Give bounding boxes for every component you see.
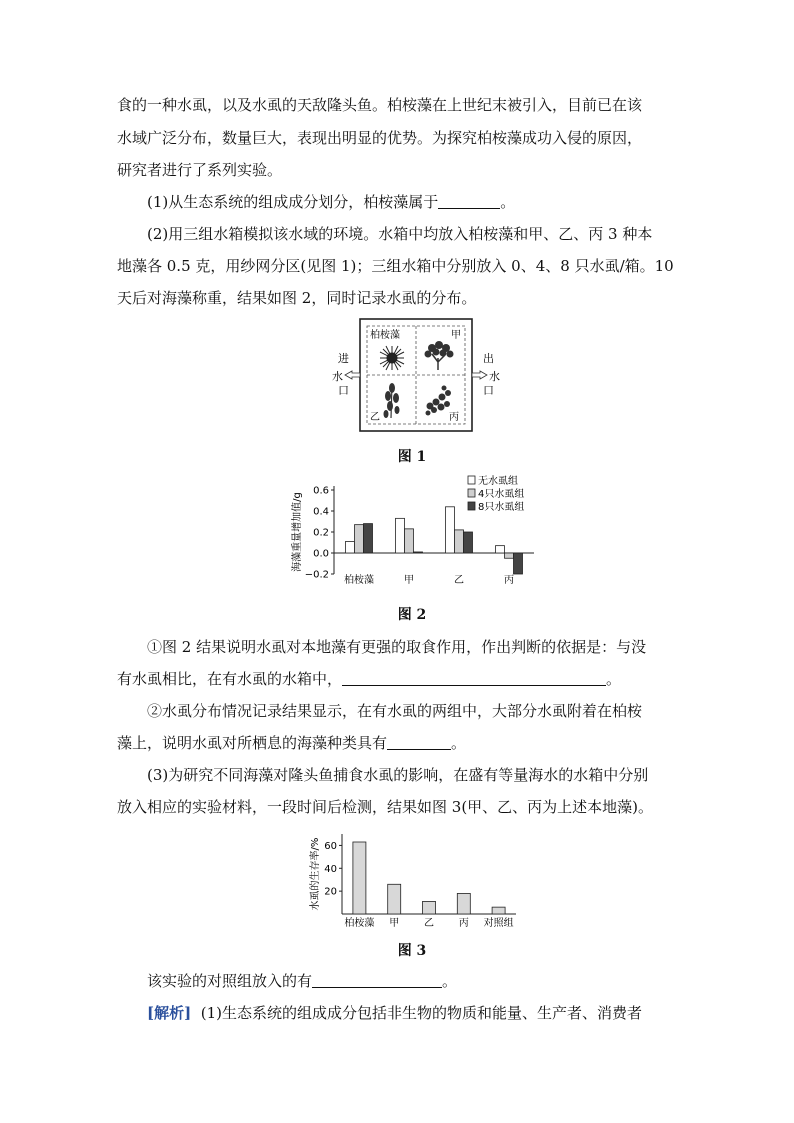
bar-3: [464, 532, 473, 553]
legend-label: 8只水虱组: [478, 502, 525, 513]
intro-line-1: 食的一种水虱，以及水虱的天敌隆头鱼。柏桉藻在上世纪末被引入，目前已在该: [117, 96, 643, 114]
inlet-label-1: 进: [338, 352, 349, 365]
question-3-line-2: 放入相应的实验材料，一段时间后检测，结果如图 3(甲、乙、丙为上述本地藻)。: [117, 798, 654, 816]
answer-blank-1: [438, 194, 500, 209]
x-category-label: 柏桉藻: [344, 918, 375, 929]
bar-2: [405, 529, 414, 553]
bar-1: [346, 541, 355, 553]
bar-2: [355, 525, 364, 553]
sub-question-2-line-2: [117, 734, 677, 752]
figure-1-caption: 图 1: [397, 449, 427, 465]
sub-question-1-line-1: ①图 2 结果说明水虱对本地藻有更强的取食作用，作出判断的依据是：与没: [147, 638, 647, 656]
bar-1: [446, 507, 455, 553]
yi-seaweed-icon: [384, 383, 400, 418]
bar-3: [414, 552, 423, 553]
outlet-label-1: 出: [483, 352, 494, 365]
question-2-line-2: 地藻各 0.5 克，用纱网分区(见图 1)；三组水箱中分别放入 0、4、8 只水虱/箱。10: [117, 257, 674, 275]
sub-question-1-line-2: [117, 670, 677, 688]
analysis-text: (1)生态系统的组成成分包括非生物的物质和能量、生产者、消费者: [200, 1004, 643, 1022]
jia-seaweed-icon: [425, 341, 454, 370]
bing-seaweed-icon: [426, 386, 452, 416]
bar-2: [455, 530, 464, 553]
sub-question-1-end: 。: [606, 670, 622, 688]
question-3-line-1: (3)为研究不同海藻对隆头鱼捕食水虱的影响，在盛有等量海水的水箱中分别: [147, 766, 649, 784]
analysis-line: [147, 1004, 707, 1022]
sub-question-2-text: 藻上，说明水虱对所栖息的海藻种类具有: [117, 734, 388, 752]
answer-blank-3: [387, 735, 451, 750]
bar: [388, 884, 401, 914]
bar: [423, 901, 436, 914]
outlet-arrow-icon: [472, 371, 487, 379]
bonnemaisonia-seaweed-icon: [380, 346, 404, 370]
bar-1: [396, 518, 405, 553]
y-tick-label: −0.2: [304, 569, 329, 581]
x-category-label: 柏桉藻: [344, 575, 374, 586]
y-tick-label: 20: [324, 886, 337, 898]
question-1: [147, 193, 707, 211]
bar-3: [364, 524, 373, 553]
intro-line-2: 水域广泛分布，数量巨大，表现出明显的优势。为探究柏桉藻成功入侵的原因，: [117, 129, 643, 147]
y-axis-label: 海藻重量增加值/g: [292, 492, 303, 572]
y-tick-label: 0.6: [313, 485, 329, 497]
question-1-end: 。: [500, 193, 516, 211]
bar-1: [496, 546, 505, 553]
legend-swatch: [468, 502, 475, 510]
question-3b-end: 。: [442, 972, 458, 990]
figure-3-caption: 图 3: [397, 943, 427, 959]
x-category-label: 甲: [389, 918, 400, 929]
outlet-label-2: 水: [489, 370, 500, 383]
x-category-label: 甲: [404, 575, 414, 586]
figure-3-bar-chart: [306, 826, 520, 932]
x-category-label: 丙: [458, 918, 469, 929]
inlet-label-2: 水: [332, 370, 343, 383]
answer-blank-2: [342, 671, 606, 686]
question-3b: [147, 972, 707, 990]
answer-blank-4: [312, 973, 442, 988]
y-tick-label: 0.4: [313, 506, 329, 518]
legend-swatch: [468, 476, 475, 484]
bar-2: [505, 553, 514, 558]
figure-1-tank-diagram: [330, 318, 510, 436]
legend-label: 无水虱组: [478, 476, 518, 487]
question-2-line-3: 天后对海藻称重，结果如图 2，同时记录水虱的分布。: [117, 289, 477, 307]
question-3b-text: 该实验的对照组放入的有: [147, 972, 313, 990]
quadrant-label-yi: 乙: [370, 412, 380, 423]
analysis-tag: [解析]: [147, 1004, 192, 1022]
legend-swatch: [468, 489, 475, 497]
inlet-label-3: 口: [338, 384, 349, 397]
figure-2-caption: 图 2: [397, 607, 427, 623]
quadrant-label-bing: 丙: [449, 412, 459, 423]
y-tick-label: 40: [324, 863, 337, 875]
bar: [353, 842, 366, 914]
figure-2-bar-chart: [286, 474, 542, 586]
legend-label: 4只水虱组: [478, 489, 525, 500]
outlet-label-3: 口: [483, 384, 494, 397]
intro-line-3: 研究者进行了系列实验。: [117, 161, 283, 179]
y-tick-label: 60: [324, 840, 337, 852]
x-category-label: 乙: [454, 575, 464, 586]
y-tick-label: 0.0: [313, 548, 329, 560]
bar-3: [514, 553, 523, 574]
question-2-line-1: (2)用三组水箱模拟该水域的环境。水箱中均放入柏桉藻和甲、乙、丙 3 种本: [147, 225, 653, 243]
sub-question-2-end: 。: [451, 734, 467, 752]
bar: [457, 893, 470, 914]
quadrant-label-bonnemaisonia: 柏桉藻: [370, 330, 400, 341]
bar: [492, 907, 505, 914]
y-tick-label: 0.2: [313, 527, 329, 539]
x-category-label: 丙: [504, 575, 514, 586]
x-category-label: 对照组: [483, 918, 514, 929]
sub-question-1-text: 有水虱相比，在有水虱的水箱中，: [117, 670, 343, 688]
x-category-label: 乙: [424, 918, 434, 929]
quadrant-label-jia: 甲: [451, 330, 461, 341]
inlet-arrow-icon: [345, 371, 360, 379]
y-axis-label: 水虱的生存率/%: [310, 837, 321, 911]
question-1-text: (1)从生态系统的组成成分划分，柏桉藻属于: [147, 193, 439, 211]
sub-question-2-line-1: ②水虱分布情况记录结果显示，在有水虱的两组中，大部分水虱附着在柏桉: [147, 702, 643, 720]
